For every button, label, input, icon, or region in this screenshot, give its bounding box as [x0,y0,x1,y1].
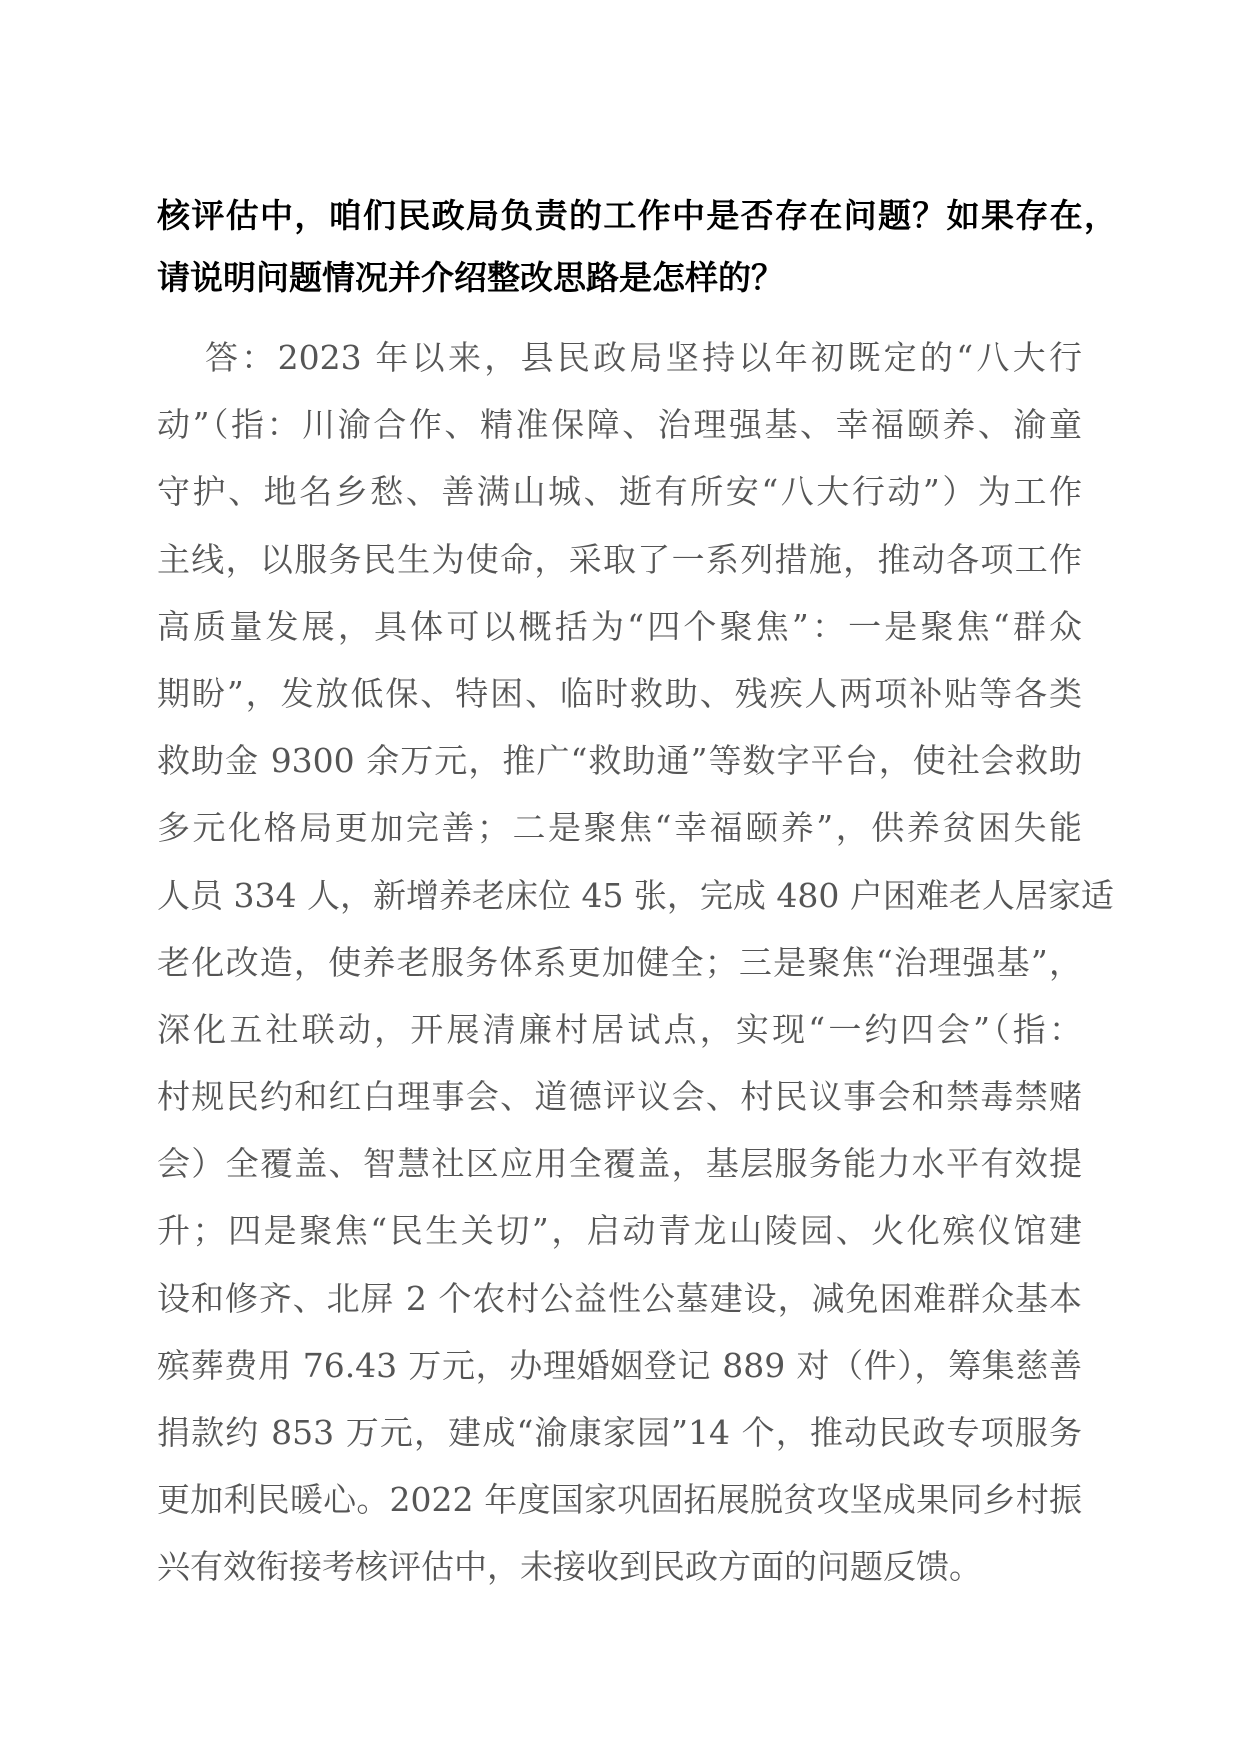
body-line: 期盼”，发放低保、特困、临时救助、残疾人两项补贴等各类 [157,673,1082,713]
body-line: 更加利民暖心。2022 年度国家巩固拓展脱贫攻坚成果同乡村振 [157,1480,1082,1520]
body-line: 老化改造，使养老服务体系更加健全；三是聚焦“治理强基”， [157,942,1082,982]
question-heading [157,185,1117,309]
heading-line: 请说明问题情况并介绍整改思路是怎样的？ [157,258,784,297]
body-line: 高质量发展，具体可以概括为“四个聚焦”：一是聚焦“群众 [157,606,1082,646]
body-line: 救助金 9300 余万元，推广“救助通”等数字平台，使社会救助 [157,741,1082,781]
answer-paragraph [157,324,1114,1601]
body-line: 会）全覆盖、智慧社区应用全覆盖，基层服务能力水平有效提 [157,1144,1082,1184]
body-line: 主线，以服务民生为使命，采取了一系列措施，推动各项工作 [157,539,1082,579]
body-line: 捐款约 853 万元，建成“渝康家园”14 个，推动民政专项服务 [157,1413,1082,1452]
body-line: 答：2023 年以来，县民政局坚持以年初既定的“八大行 [205,338,1082,377]
body-line: 升；四是聚焦“民生关切”，启动青龙山陵园、火化殡仪馆建 [157,1211,1082,1251]
body-line: 兴有效衔接考核评估中，未接收到民政方面的问题反馈。 [157,1547,982,1587]
body-line: 深化五社联动，开展清廉村居试点，实现“一约四会”（指： [157,1009,1082,1049]
body-line: 多元化格局更加完善；二是聚焦“幸福颐养”，供养贫困失能 [157,808,1082,848]
body-line: 殡葬费用 76.43 万元，办理婚姻登记 889 对（件），筹集慈善 [157,1345,1082,1385]
body-line: 村规民约和红白理事会、道德评议会、村民议事会和禁毒禁赌 [157,1077,1082,1117]
heading-line: 核评估中，咱们民政局负责的工作中是否存在问题？如果存在， [157,196,1117,235]
body-line: 设和修齐、北屏 2 个农村公益性公墓建设，减免困难群众基本 [157,1278,1082,1318]
body-line: 守护、地名乡愁、善满山城、逝有所安“八大行动”）为工作 [157,472,1082,512]
body-line: 动”（指：川渝合作、精准保障、治理强基、幸福颐养、渝童 [157,405,1082,445]
body-line: 人员 334 人，新增养老床位 45 张，完成 480 户困难老人居家适 [157,875,1114,915]
